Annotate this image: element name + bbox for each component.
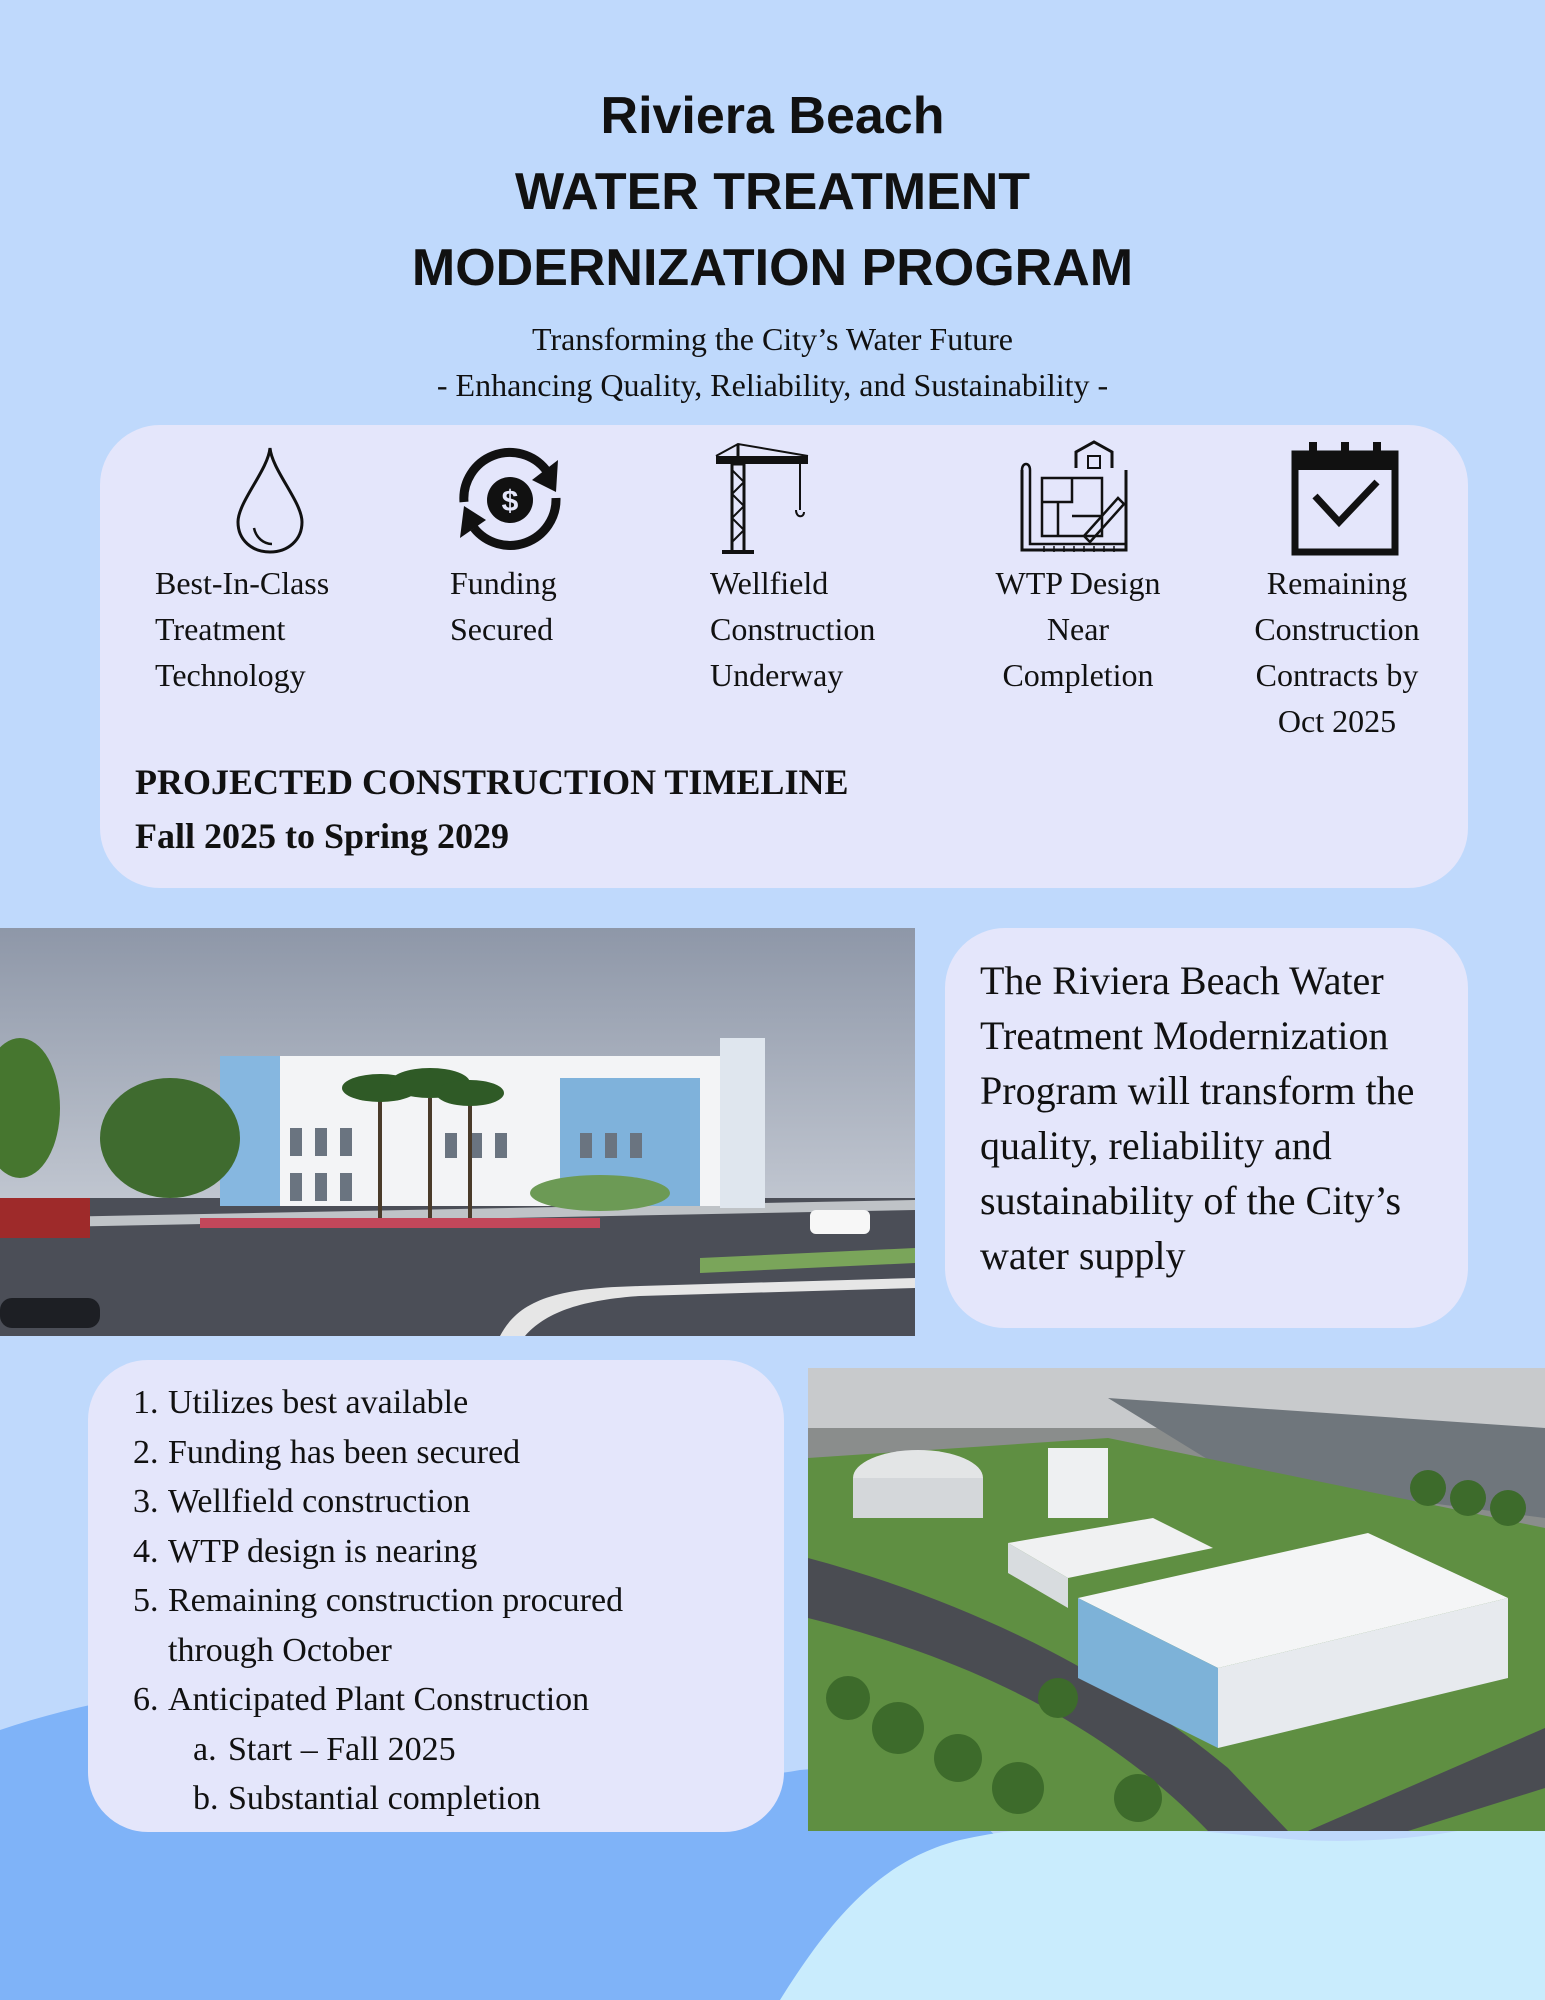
header	[0, 78, 1545, 408]
feature-label: Remaining Construction Contracts by Oct 2025	[1254, 565, 1420, 739]
list-item-number: 1.	[133, 1384, 159, 1421]
list-item-number: 2.	[133, 1433, 159, 1471]
funding-cycle-icon	[450, 440, 570, 558]
timeline-range: Fall 2025 to Spring 2029	[135, 816, 510, 856]
list-item-number: 3.	[133, 1483, 159, 1520]
header-title-line2: WATER TREATMENT	[514, 163, 1031, 221]
water-drop-icon	[210, 440, 330, 558]
list-item-number: 5.	[133, 1582, 159, 1619]
features-panel	[100, 425, 1468, 888]
feature-label: Wellfield Construction Underway	[710, 565, 876, 693]
list-item-number: a.	[193, 1730, 217, 1768]
feature-label: Funding Secured	[450, 565, 557, 647]
list-item	[133, 1527, 623, 1577]
header-subtitle-2: - Enhancing Quality, Reliability, and Sustainability -	[436, 367, 1109, 403]
list-item-text: Remaining construction procured	[168, 1582, 624, 1619]
feature-label: Best-In-Class Treatment Technology	[155, 565, 330, 693]
list-item-text: Utilizes best available	[168, 1384, 469, 1421]
header-title-line3: MODERNIZATION PROGRAM	[411, 239, 1134, 297]
list-item-number: 4.	[133, 1532, 159, 1570]
program-highlights-list	[133, 1378, 623, 1824]
list-item-text: WTP design is nearing	[168, 1532, 478, 1570]
construction-timeline	[135, 755, 848, 863]
header-title-line1: Riviera Beach	[600, 87, 945, 145]
list-item	[133, 1428, 623, 1478]
list-item	[133, 1378, 623, 1428]
list-item	[133, 1725, 623, 1775]
calendar-check-icon	[1287, 440, 1407, 558]
feature-label: WTP Design Near Completion	[995, 565, 1161, 693]
list-item-text: Substantial completion	[228, 1780, 541, 1817]
list-item-text: Wellfield construction	[168, 1483, 471, 1520]
list-item	[133, 1576, 623, 1626]
list-item	[133, 1477, 623, 1527]
crane-icon	[710, 440, 830, 558]
svg-text:$: $	[501, 485, 519, 518]
program-highlights-panel	[88, 1360, 784, 1832]
timeline-heading: PROJECTED CONSTRUCTION TIMELINE	[135, 762, 849, 802]
list-item-text: Start – Fall 2025	[228, 1730, 456, 1768]
header-subtitle-1: Transforming the City’s Water Future	[532, 321, 1013, 357]
list-item	[133, 1626, 623, 1676]
program-description: The Riviera Beach Water Treatment Modernization Program will transform the quality, reliability and sustainability of the City’s water supply	[980, 958, 1415, 1278]
list-item-text: Anticipated Plant Construction	[168, 1681, 590, 1718]
blueprint-icon	[1014, 440, 1134, 558]
list-item	[133, 1774, 623, 1824]
list-item-text: through October	[168, 1631, 392, 1669]
list-item-number: 6.	[133, 1681, 159, 1718]
program-description-panel	[945, 928, 1468, 1328]
plant-aerial-rendering-image	[808, 1368, 1545, 1831]
plant-street-rendering-image	[0, 928, 915, 1336]
list-item	[133, 1675, 623, 1725]
list-item-number: b.	[193, 1780, 219, 1817]
list-item-text: Funding has been secured	[168, 1433, 521, 1471]
